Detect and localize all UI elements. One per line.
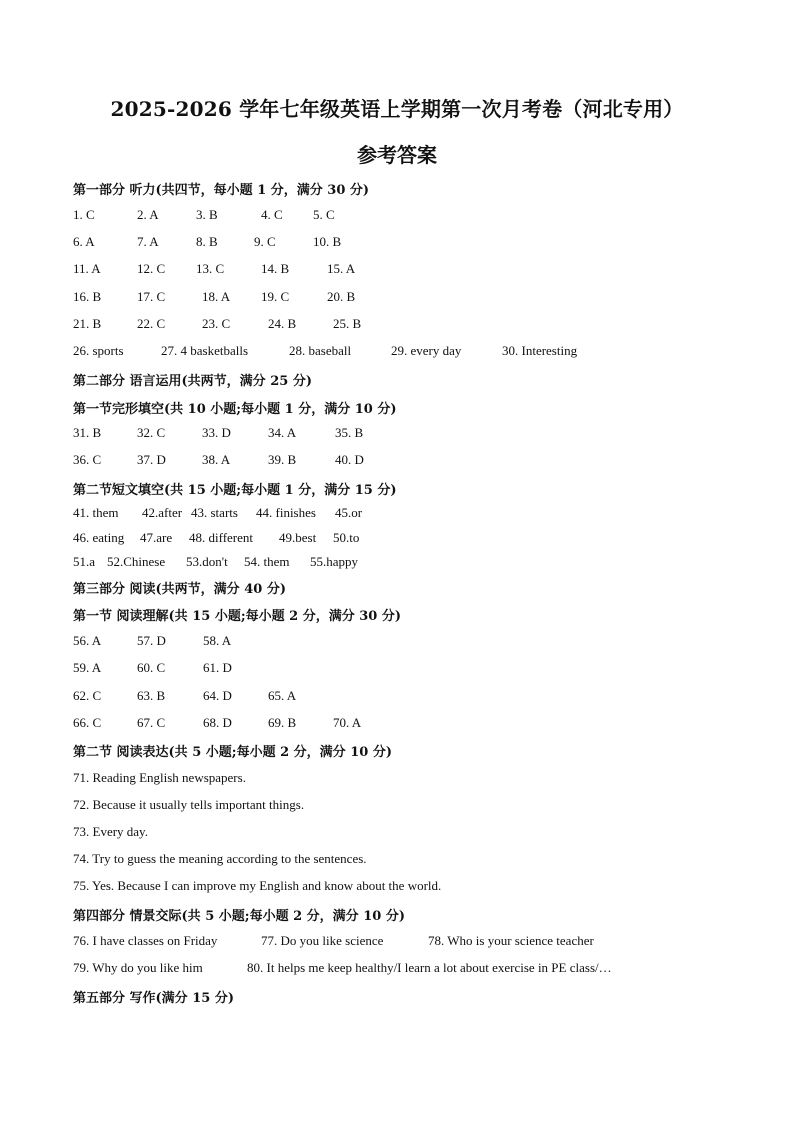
answer-line: 74. Try to guess the meaning according to the sentences. — [73, 851, 367, 866]
answer-item: 38. A — [202, 452, 231, 467]
answer-item: 51.a — [73, 554, 96, 569]
answer-item: 59. A — [73, 660, 102, 675]
answer-item: 65. A — [268, 688, 297, 703]
answer-line: 75. Yes. Because I can improve my English and know about the world. — [73, 878, 442, 893]
section-heading-part2-s2: 第二节短文填空(共 15 小题;每小题 1 分，满分 15 分) — [73, 483, 397, 498]
answer-item: 61. D — [203, 660, 232, 675]
answer-item: 40. D — [335, 452, 364, 467]
answer-item: 70. A — [333, 715, 362, 730]
answer-item: 54. them — [244, 554, 290, 569]
answer-item: 22. C — [137, 316, 166, 331]
answer-item: 15. A — [327, 261, 356, 276]
answer-item: 5. C — [313, 207, 335, 222]
section-heading-part3-s1: 第一节 阅读理解(共 15 小题;每小题 2 分，满分 30 分) — [73, 609, 402, 624]
answer-item: 67. C — [137, 715, 166, 730]
answer-item: 20. B — [327, 289, 356, 304]
answer-item: 78. Who is your science teacher — [428, 933, 594, 948]
section-heading-part2-s1: 第一节完形填空(共 10 小题;每小题 1 分，满分 10 分) — [73, 402, 397, 417]
answer-item: 26. sports — [73, 343, 124, 358]
section-heading-part4: 第四部分 情景交际(共 5 小题;每小题 2 分，满分 10 分) — [73, 909, 405, 924]
answer-item: 3. B — [196, 207, 218, 222]
answer-item: 80. It helps me keep healthy/I learn a lot about exercise in PE class/… — [247, 960, 612, 975]
answer-item: 28. baseball — [289, 343, 352, 358]
answer-item: 11. A — [73, 261, 101, 276]
answer-item: 21. B — [73, 316, 102, 331]
answer-item: 45.or — [335, 505, 363, 520]
answer-item: 66. C — [73, 715, 102, 730]
answer-item: 33. D — [202, 425, 231, 440]
answer-item: 48. different — [189, 530, 254, 545]
answer-item: 1. C — [73, 207, 95, 222]
section-heading-part3-s2: 第二节 阅读表达(共 5 小题;每小题 2 分，满分 10 分) — [73, 745, 392, 760]
section-heading-part2: 第二部分 语言运用(共两节，满分 25 分) — [73, 374, 312, 389]
answer-item: 7. A — [137, 234, 159, 249]
answer-item: 63. B — [137, 688, 166, 703]
answer-item: 23. C — [202, 316, 231, 331]
section-heading-part5: 第五部分 写作(满分 15 分) — [73, 991, 234, 1006]
answer-item: 16. B — [73, 289, 102, 304]
answer-item: 56. A — [73, 633, 102, 648]
section-heading-part1: 第一部分 听力(共四节，每小题 1 分，满分 30 分) — [73, 183, 370, 198]
answer-item: 43. starts — [191, 505, 238, 520]
answer-item: 77. Do you like science — [261, 933, 384, 948]
answer-item: 18. A — [202, 289, 231, 304]
answer-item: 37. D — [137, 452, 166, 467]
answer-item: 79. Why do you like him — [73, 960, 203, 975]
answer-item: 39. B — [268, 452, 297, 467]
answer-item: 64. D — [203, 688, 232, 703]
answer-item: 36. C — [73, 452, 102, 467]
answer-item: 53.don't — [186, 554, 228, 569]
answer-item: 27. 4 basketballs — [161, 343, 249, 358]
answer-item: 9. C — [254, 234, 276, 249]
answer-item: 6. A — [73, 234, 95, 249]
answer-item: 55.happy — [310, 554, 359, 569]
answer-item: 10. B — [313, 234, 342, 249]
answer-line: 73. Every day. — [73, 824, 148, 839]
answer-item: 14. B — [261, 261, 290, 276]
answer-item: 49.best — [279, 530, 317, 545]
answer-item: 34. A — [268, 425, 297, 440]
answer-item: 68. D — [203, 715, 232, 730]
answer-item: 13. C — [196, 261, 225, 276]
answer-item: 42.after — [142, 505, 183, 520]
document-title: 2025-2026 学年七年级英语上学期第一次月考卷（河北专用） — [110, 97, 684, 121]
answer-item: 31. B — [73, 425, 102, 440]
section-heading-part3: 第三部分 阅读(共两节，满分 40 分) — [73, 582, 286, 597]
answer-item: 32. C — [137, 425, 166, 440]
answer-item: 57. D — [137, 633, 166, 648]
answer-item: 62. C — [73, 688, 102, 703]
answer-item: 25. B — [333, 316, 362, 331]
answer-item: 19. C — [261, 289, 290, 304]
answer-item: 4. C — [261, 207, 283, 222]
answer-item: 30. Interesting — [502, 343, 578, 358]
document-subtitle: 参考答案 — [357, 143, 437, 167]
answer-item: 29. every day — [391, 343, 462, 358]
answer-line: 71. Reading English newspapers. — [73, 770, 246, 785]
answer-item: 52.Chinese — [107, 554, 166, 569]
answer-item: 8. B — [196, 234, 218, 249]
answer-line: 72. Because it usually tells important things. — [73, 797, 305, 812]
answer-item: 76. I have classes on Friday — [73, 933, 218, 948]
answer-item: 60. C — [137, 660, 166, 675]
answer-item: 47.are — [140, 530, 173, 545]
answer-item: 2. A — [137, 207, 159, 222]
answer-item: 69. B — [268, 715, 297, 730]
answer-item: 12. C — [137, 261, 166, 276]
answer-item: 17. C — [137, 289, 166, 304]
answer-item: 35. B — [335, 425, 364, 440]
answer-item: 44. finishes — [256, 505, 316, 520]
answer-item: 41. them — [73, 505, 119, 520]
answer-item: 24. B — [268, 316, 297, 331]
answer-item: 58. A — [203, 633, 232, 648]
answer-item: 50.to — [333, 530, 360, 545]
answer-item: 46. eating — [73, 530, 125, 545]
